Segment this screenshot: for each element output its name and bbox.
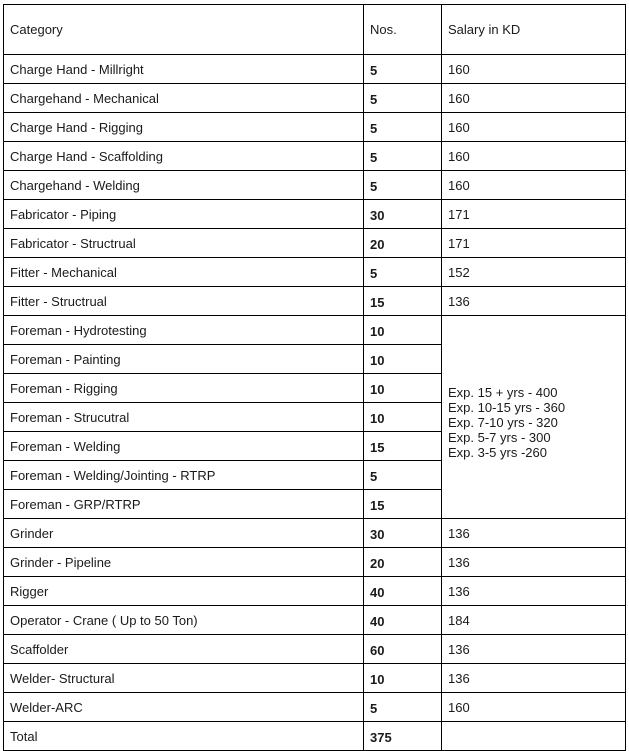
foreman-salary-cell	[442, 316, 626, 519]
category-cell: Foreman - Rigging	[4, 374, 364, 403]
table-row	[4, 693, 626, 722]
salary-tier: Exp. 3-5 yrs -260	[448, 444, 547, 460]
nos-cell: 30	[364, 200, 442, 229]
header-nos: Nos.	[364, 5, 442, 55]
table-row	[4, 171, 626, 200]
nos-cell: 10	[364, 345, 442, 374]
category-cell: Grinder - Pipeline	[4, 548, 364, 577]
table-row	[4, 142, 626, 171]
category-cell: Rigger	[4, 577, 364, 606]
salary-cell: 160	[442, 142, 626, 171]
salary-tier: Exp. 10-15 yrs - 360	[448, 399, 566, 415]
nos-cell: 5	[364, 84, 442, 113]
category-cell: Foreman - Welding	[4, 432, 364, 461]
header-category: Category	[4, 5, 364, 55]
table-row	[4, 635, 626, 664]
table-row	[4, 229, 626, 258]
total-label: Total	[4, 722, 364, 751]
salary-tier: Exp. 7-10 yrs - 320	[448, 414, 558, 430]
category-cell: Charge Hand - Millright	[4, 55, 364, 84]
table-row	[4, 519, 626, 548]
table-row	[4, 200, 626, 229]
category-cell: Fitter - Mechanical	[4, 258, 364, 287]
category-cell: Operator - Crane ( Up to 50 Ton)	[4, 606, 364, 635]
salary-cell: 160	[442, 113, 626, 142]
table-row	[4, 258, 626, 287]
salary-tier: Exp. 5-7 yrs - 300	[448, 429, 551, 445]
nos-cell: 10	[364, 316, 442, 345]
salary-cell: 136	[442, 577, 626, 606]
category-cell: Fitter - Structrual	[4, 287, 364, 316]
category-cell: Foreman - Welding/Jointing - RTRP	[4, 461, 364, 490]
salary-cell: 136	[442, 548, 626, 577]
table-row	[4, 287, 626, 316]
table-row	[4, 55, 626, 84]
table-header-row	[4, 5, 626, 55]
category-cell: Charge Hand - Rigging	[4, 113, 364, 142]
total-salary	[442, 722, 626, 751]
nos-cell: 15	[364, 287, 442, 316]
category-cell: Foreman - Painting	[4, 345, 364, 374]
nos-cell: 15	[364, 490, 442, 519]
nos-cell: 40	[364, 606, 442, 635]
total-nos: 375	[364, 722, 442, 751]
category-cell: Chargehand - Mechanical	[4, 84, 364, 113]
total-row	[4, 722, 626, 751]
nos-cell: 5	[364, 171, 442, 200]
table-row	[4, 316, 626, 345]
nos-cell: 10	[364, 403, 442, 432]
table-row	[4, 548, 626, 577]
table-row	[4, 606, 626, 635]
table-row	[4, 84, 626, 113]
salary-table	[3, 4, 626, 751]
category-cell: Fabricator - Piping	[4, 200, 364, 229]
category-cell: Welder- Structural	[4, 664, 364, 693]
nos-cell: 60	[364, 635, 442, 664]
category-cell: Welder-ARC	[4, 693, 364, 722]
category-cell: Scaffolder	[4, 635, 364, 664]
nos-cell: 10	[364, 664, 442, 693]
header-salary: Salary in KD	[442, 5, 626, 55]
nos-cell: 5	[364, 693, 442, 722]
nos-cell: 5	[364, 55, 442, 84]
salary-cell: 184	[442, 606, 626, 635]
category-cell: Chargehand - Welding	[4, 171, 364, 200]
salary-cell: 136	[442, 635, 626, 664]
salary-cell: 171	[442, 229, 626, 258]
nos-cell: 20	[364, 229, 442, 258]
salary-cell: 160	[442, 84, 626, 113]
salary-cell: 136	[442, 519, 626, 548]
salary-cell: 136	[442, 287, 626, 316]
table-row	[4, 664, 626, 693]
category-cell: Foreman - GRP/RTRP	[4, 490, 364, 519]
nos-cell: 20	[364, 548, 442, 577]
category-cell: Charge Hand - Scaffolding	[4, 142, 364, 171]
salary-cell: 152	[442, 258, 626, 287]
salary-cell: 136	[442, 664, 626, 693]
category-cell: Foreman - Strucutral	[4, 403, 364, 432]
category-cell: Foreman - Hydrotesting	[4, 316, 364, 345]
category-cell: Fabricator - Structrual	[4, 229, 364, 258]
nos-cell: 5	[364, 142, 442, 171]
nos-cell: 5	[364, 258, 442, 287]
salary-cell: 160	[442, 55, 626, 84]
salary-cell: 171	[442, 200, 626, 229]
table-row	[4, 113, 626, 142]
nos-cell: 10	[364, 374, 442, 403]
nos-cell: 30	[364, 519, 442, 548]
salary-cell: 160	[442, 693, 626, 722]
nos-cell: 5	[364, 461, 442, 490]
nos-cell: 5	[364, 113, 442, 142]
table-row	[4, 577, 626, 606]
salary-cell: 160	[442, 171, 626, 200]
category-cell: Grinder	[4, 519, 364, 548]
nos-cell: 15	[364, 432, 442, 461]
salary-tier: Exp. 15 + yrs - 400	[448, 384, 558, 400]
nos-cell: 40	[364, 577, 442, 606]
